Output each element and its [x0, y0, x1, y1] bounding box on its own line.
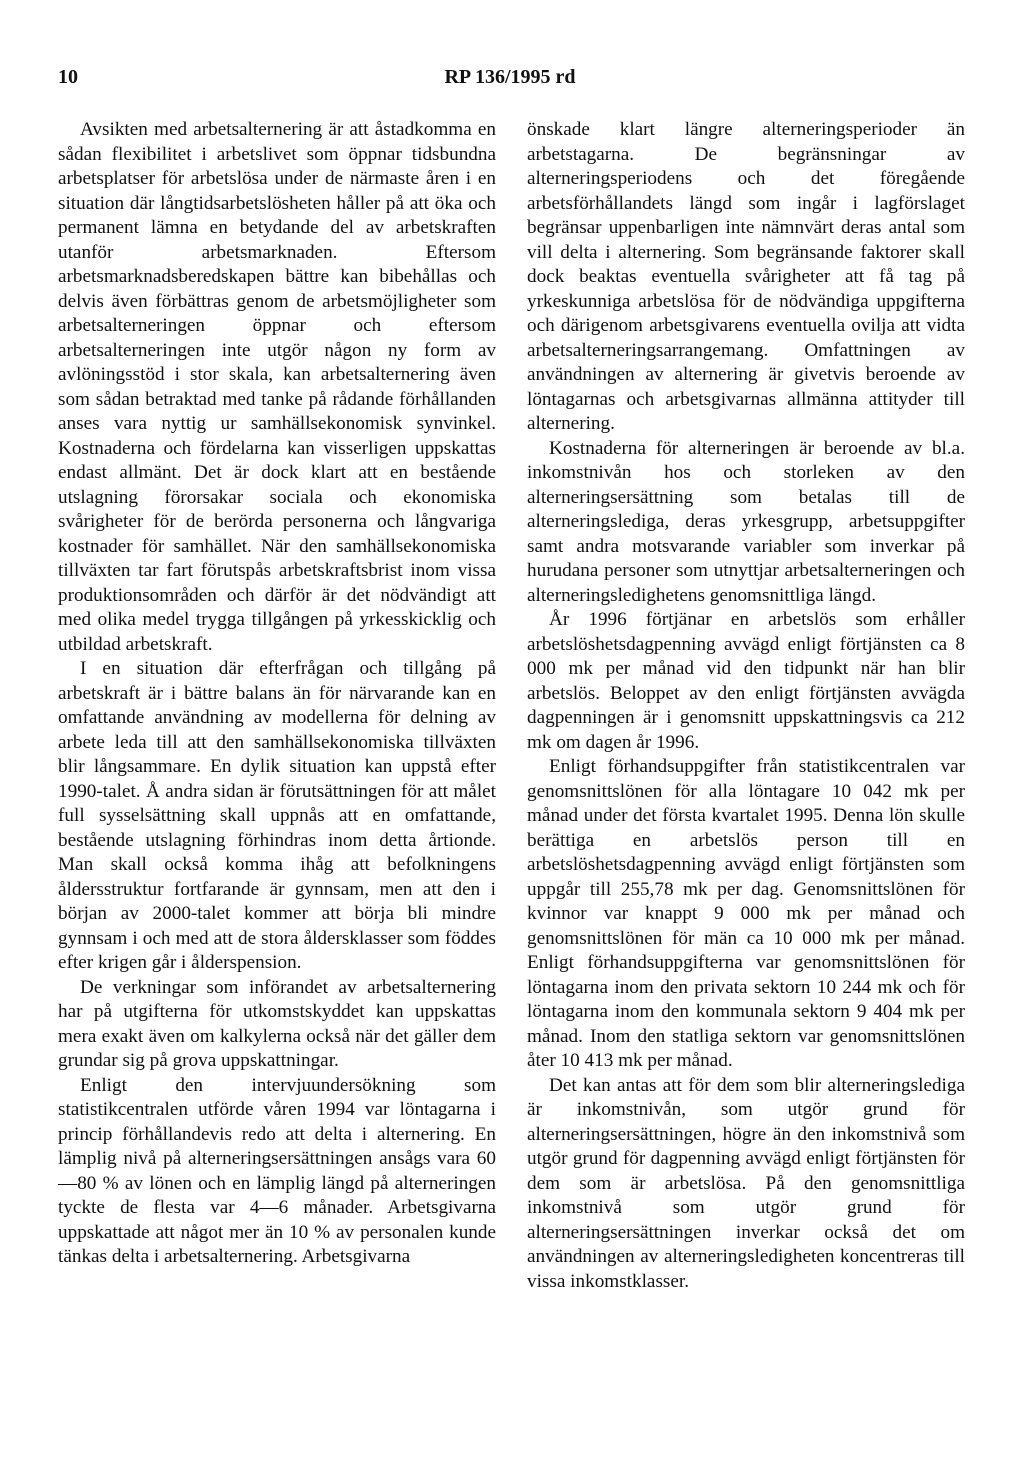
- paragraph: Kostnaderna för alterneringen är beroende av bl.a. inkomstnivån hos och storleken av den alterneringsersättning som betalas till de alterneringslediga, deras yrkesgrupp, arbetsuppgifter samt andra motsvarande variabler som inverkar på hurudana personer som utnyttjar arbetsalterneringen och alterneringsledighetens genomsnittliga längd.: [527, 437, 965, 606]
- paragraph: Enligt förhandsuppgifter från statistikcentralen var genomsnittslönen för alla löntagare 10 042 mk per månad under det första kvartalet 1995. Denna lön skulle berättiga en arbetslös person till en arbetslöshetsdagpenning avvägd enligt förtjänsten som uppgår till 255,78 mk per dag. Genomsnittslönen för kvinnor var knappt 9 000 mk per månad och genomsnittslönen för män ca 10 000 mk per månad. Enligt förhandsuppgifterna var genomsnittslönen för löntagarna inom den privata sektorn 10 244 mk och för löntagarna inom den kommunala sektorn 9 404 mk per månad. Inom den statliga sektorn var genomsnittslönen åter 10 413 mk per månad.: [527, 756, 965, 1071]
- paragraph-continued: önskade klart längre alterneringsperioder än arbetstagarna. De begränsningar av alterneringsperiodens och det föregående arbetsförhållandets längd som ingår i lagförslaget begränsar uppenbarligen inte nämnvärt deras antal som vill delta i alternering. Som begränsande faktorer skall dock beaktas eventuella svårigheter att få tag på yrkeskunniga arbetslösa för de nödvändiga uppgifterna och därigenom arbetsgivarens eventuella ovilja att vidta arbetsalterneringsarrangemang. Omfattningen av användningen av alternering är givetvis beroende av löntagarnas och arbetsgivarnas allmänna attityder till alternering.: [527, 119, 965, 434]
- paragraph: I en situation där efterfrågan och tillgång på arbetskraft är i bättre balans än för närvarande kan en omfattande användning av modellerna för delning av arbete leda till att den samhällsekonomiska tillväxten blir långsammare. En dylik situation kan uppstå efter 1990-talet. Å andra sidan är förutsättningen för att målet full sysselsättning skall uppnås att en omfattande, bestående utslagning förhindras inom detta årtionde. Man skall också komma ihåg att befolkningens åldersstruktur fortfarande är gynnsam, men att den i början av 2000-talet kommer att börja bli mindre gynnsam i och med att de stora åldersklasser som föddes efter krigen går i ålderspension.: [58, 658, 496, 973]
- paragraph: Det kan antas att för dem som blir alterneringslediga är inkomstnivån, som utgör grund för alterneringsersättningen, högre än den inkomstnivå som utgör grund för dagpenning avvägd enligt förtjänsten för dem som är arbetslösa. På den genomsnittliga inkomstnivå som utgör grund för alterneringsersättningen inverkar också det om användningen av alterneringsledigheten koncentreras till vissa inkomstklasser.: [527, 1074, 965, 1292]
- paragraph: De verkningar som införandet av arbetsalternering har på utgifterna för utkomstskyddet kan uppskattas mera exakt även om kalkylerna också när det gäller dem grundar sig på grova uppskattningar.: [58, 976, 496, 1071]
- paragraph: Enligt den intervjuundersökning som statistikcentralen utförde våren 1994 var löntagarna i princip förhållandevis redo att delta i alternering. En lämplig nivå på alterneringsersättningen ansågs vara 60—80 % av lönen och en lämplig längd på alterneringen tyckte de flesta var 4—6 månader. Arbetsgivarna uppskattade att något mer än 10 % av personalen kunde tänkas delta i arbetsalternering. Arbetsgivarna: [58, 1074, 496, 1267]
- paragraph: År 1996 förtjänar en arbetslös som erhåller arbetslöshetsdagpenning avvägd enligt förtjänsten ca 8 000 mk per månad vid den tidpunkt när han blir arbetslös. Beloppet av den enligt förtjänsten avvägda dagpenningen är i genomsnitt uppskattningsvis ca 212 mk om dagen år 1996.: [527, 609, 965, 753]
- paragraph: Avsikten med arbetsalternering är att åstadkomma en sådan flexibilitet i arbetslivet som öppnar tidsbundna arbetsplatser för arbetslösa under de närmaste åren i en situation där långtidsarbetslösheten håller på att öka och permanent lämna en betydande del av arbetskraften utanför arbetsmarknaden. Eftersom arbetsmarknadsberedskapen bättre kan bibehållas och delvis även förbättras genom de arbetsmöjligheter som arbetsalterneringen öppnar och eftersom arbetsalterneringen inte utgör någon ny form av avlöningsstöd i stor skala, kan arbetsalternering även som sådan betraktad med tanke på rådande förhållanden anses vara nyttig ur samhällsekonomisk synvinkel. Kostnaderna och fördelarna kan visserligen uppskattas endast allmänt. Det är dock klart att en bestående utslagning förorsakar sociala och ekonomiska svårigheter för de berörda personerna och långvariga kostnader för samhället. När den samhällsekonomiska tillväxten tar fart förutspås arbetskraftsbrist inom vissa produktionsområden och därför är det nödvändigt att med olika medel trygga tillgången på yrkesskicklig och utbildad arbetskraft.: [58, 119, 496, 655]
- page-number: 10: [58, 66, 78, 88]
- left-column: [58, 118, 496, 1270]
- page-header: [58, 66, 962, 96]
- right-column: [527, 118, 965, 1294]
- document-reference: RP 136/1995 rd: [444, 66, 576, 88]
